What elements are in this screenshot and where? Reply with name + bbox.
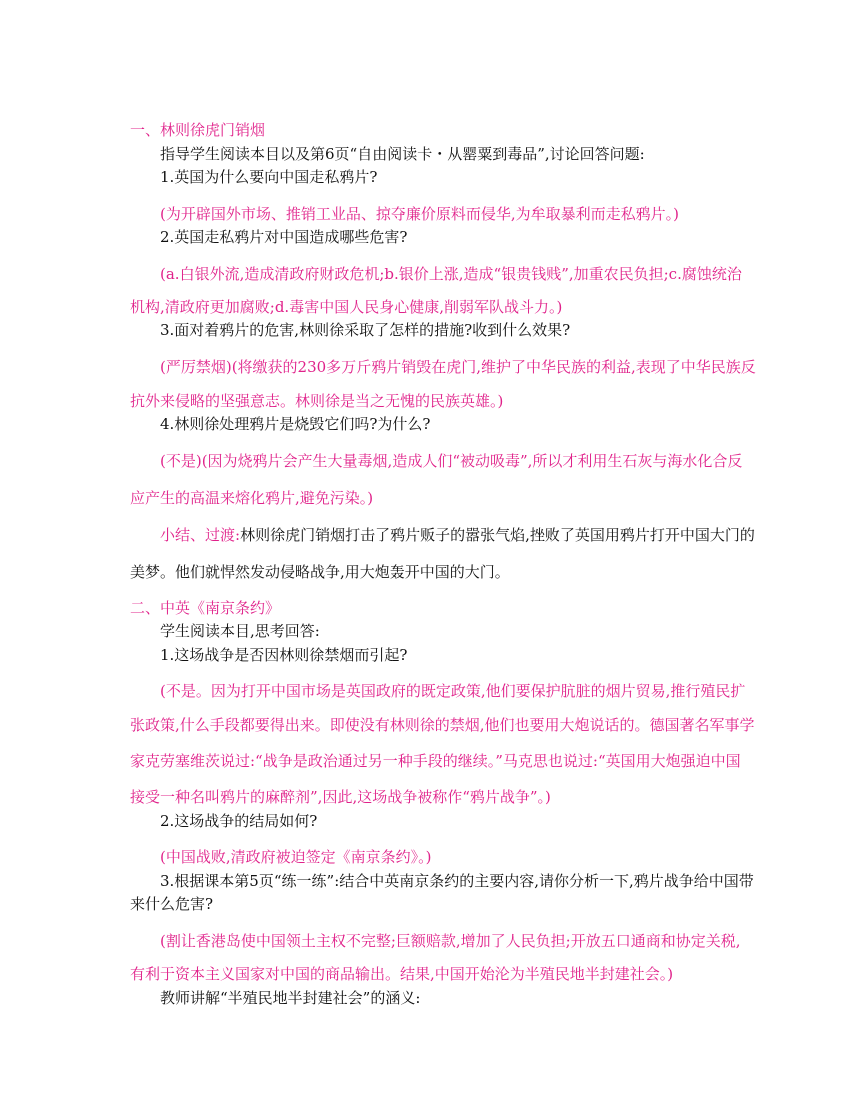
section-heading-1: 一、林则徐虎门销烟 [130, 121, 266, 139]
question-1-1: 1.英国为什么要向中国走私鸦片? [160, 168, 378, 186]
summary-line2: 美梦。他们就悍然发动侵略战争,用大炮轰开中国的大门。 [130, 563, 510, 581]
section-intro-2: 学生阅读本目,思考回答: [160, 622, 320, 640]
summary-line1 [160, 526, 755, 544]
answer-2-1-line3: 家克劳塞维茨说过:“战争是政治通过另一种手段的继续。”马克思也说过:“英国用大炮强迫中国 [130, 752, 741, 770]
summary-label: 小结、过渡: [160, 526, 241, 544]
answer-1-3-line2: 抗外来侵略的坚强意志。林则徐是当之无愧的民族英雄。) [130, 392, 504, 410]
question-2-2: 2.这场战争的结局如何? [160, 812, 318, 830]
question-1-4: 4.林则徐处理鸦片是烧毁它们吗?为什么? [160, 415, 431, 433]
teacher-explanation: 教师讲解“半殖民地半封建社会”的涵义: [160, 989, 421, 1007]
question-2-3-line2: 来什么危害? [130, 895, 214, 913]
answer-2-3-line2: 有利于资本主义国家对中国的商品输出。结果,中国开始沦为半殖民地半封建社会。) [130, 965, 674, 983]
answer-2-1-line1: (不是。因为打开中国市场是英国政府的既定政策,他们要保护肮脏的烟片贸易,推行殖民扩 [160, 682, 746, 700]
answer-2-1-line2: 张政策,什么手段都要得出来。即使没有林则徐的禁烟,他们也要用大炮说话的。德国著名军事学 [130, 716, 755, 734]
question-1-3: 3.面对着鸦片的危害,林则徐采取了怎样的措施?收到什么效果? [160, 321, 571, 339]
answer-2-3-line1: (割让香港岛使中国领土主权不完整;巨额赔款,增加了人民负担;开放五口通商和协定关税, [160, 932, 741, 950]
question-1-2: 2.英国走私鸦片对中国造成哪些危害? [160, 228, 408, 246]
answer-1-2-line1: (a.白银外流,造成清政府财政危机;b.银价上涨,造成“银贵钱贱”,加重农民负担;c.腐蚀统治 [160, 265, 742, 283]
answer-1-3-line1: (严厉禁烟)(将缴获的230多万斤鸦片销毁在虎门,维护了中华民族的利益,表现了中华民族反 [160, 358, 756, 376]
answer-1-4-line2: 应产生的高温来熔化鸦片,避免污染。) [130, 489, 374, 507]
section-heading-2: 二、中英《南京条约》 [130, 599, 281, 617]
answer-1-2-line2: 机构,清政府更加腐败;d.毒害中国人民身心健康,削弱军队战斗力。) [130, 298, 563, 316]
answer-2-1-line4: 接受一种名叫鸦片的麻醉剂”,因此,这场战争被称作“鸦片战争”。) [130, 788, 551, 806]
answer-1-1: (为开辟国外市场、推销工业品、掠夺廉价原料而侵华,为牟取暴利而走私鸦片。) [160, 205, 679, 223]
answer-1-4-line1: (不是)(因为烧鸦片会产生大量毒烟,造成人们“被动吸毒”,所以才利用生石灰与海水化合反 [160, 452, 743, 470]
section-intro-1: 指导学生阅读本目以及第6页“自由阅读卡・从罂粟到毒品”,讨论回答问题: [160, 145, 645, 163]
answer-2-2: (中国战败,清政府被迫签定《南京条约》。) [160, 848, 432, 866]
summary-text: 林则徐虎门销烟打击了鸦片贩子的嚣张气焰,挫败了英国用鸦片打开中国大门的 [240, 526, 755, 544]
question-2-3-line1: 3.根据课本第5页“练一练”:结合中英南京条约的主要内容,请你分析一下,鸦片战争给中国带 [160, 872, 754, 890]
question-2-1: 1.这场战争是否因林则徐禁烟而引起? [160, 646, 408, 664]
